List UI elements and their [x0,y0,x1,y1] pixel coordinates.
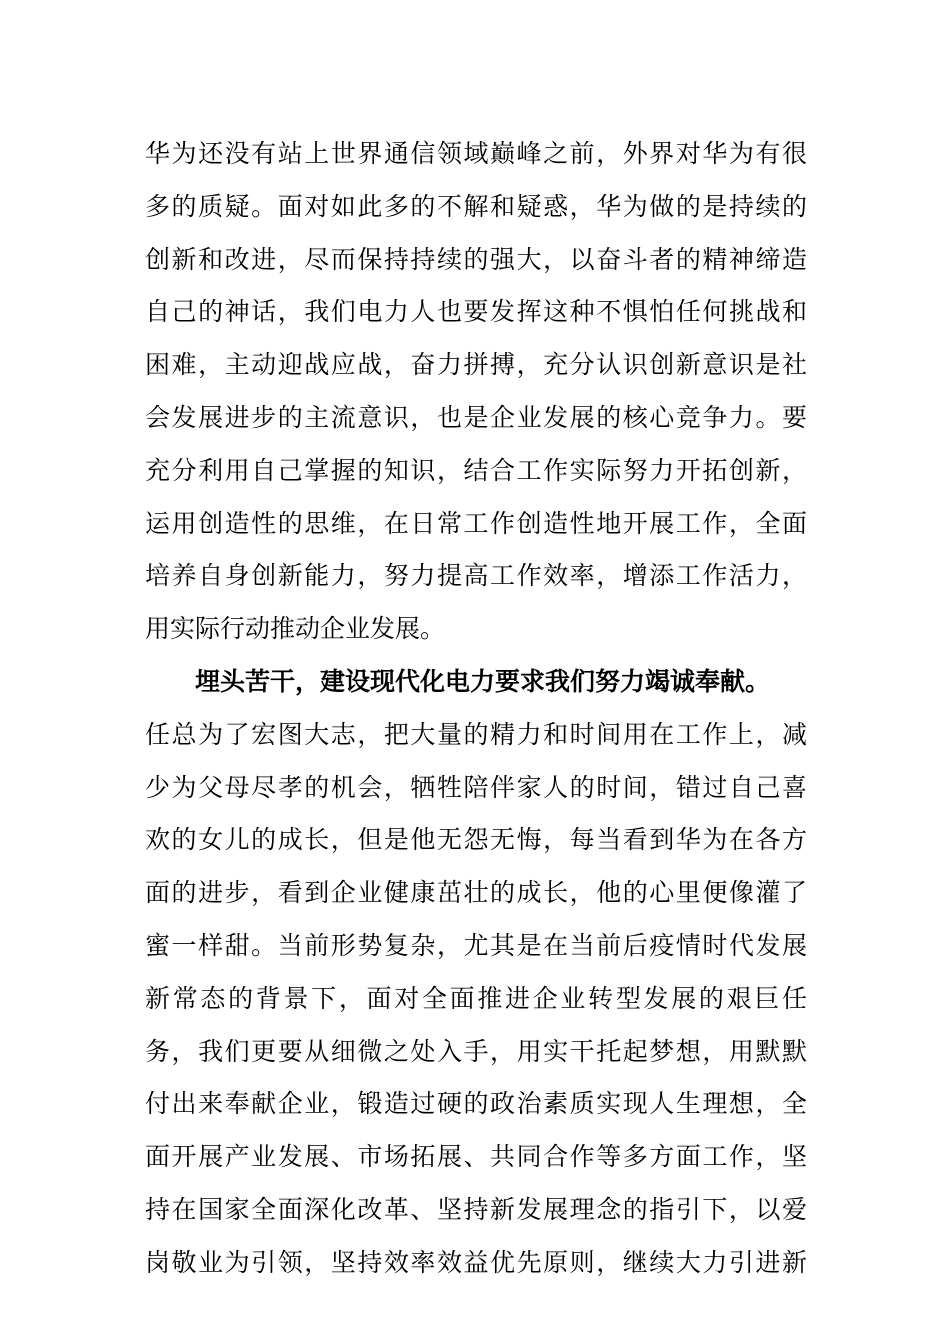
text-line: 困难，主动迎战应战，奋力拼搏，充分认识创新意识是社 [145,350,807,380]
text-line: 新常态的背景下，面对全面推进企业转型发展的艰巨任 [145,983,807,1013]
text-line: 面的进步，看到企业健康茁壮的成长，他的心里便像灌了 [145,878,807,908]
text-line: 任总为了宏图大志，把大量的精力和时间用在工作上，减 [145,719,807,749]
text-line: 自己的神话，我们电力人也要发挥这种不惧怕任何挑战和 [145,297,807,327]
text-line: 务，我们更要从细微之处入手，用实干托起梦想，用默默 [145,1036,807,1066]
text-line: 创新和改进，尽而保持持续的强大，以奋斗者的精神缔造 [145,244,807,274]
paragraph-2 [145,709,807,1290]
text-line: 充分利用自己掌握的知识，结合工作实际努力开拓创新， [145,455,807,485]
text-line: 运用创造性的思维，在日常工作创造性地开展工作，全面 [145,508,807,538]
text-line: 岗敬业为引领，坚持效率效益优先原则，继续大力引进新 [145,1247,807,1277]
section-heading: 埋头苦干，建设现代化电力要求我们努力竭诚奉献。 [195,666,771,696]
text-line: 华为还没有站上世界通信领域巅峰之前，外界对华为有很 [145,139,807,168]
text-line: 面开展产业发展、市场拓展、共同合作等多方面工作，坚 [145,1142,807,1172]
text-line: 培养自身创新能力，努力提高工作效率，增添工作活力， [145,561,807,591]
text-line: 会发展进步的主流意识，也是企业发展的核心竞争力。要 [145,402,807,432]
text-line: 用实际行动推动企业发展。 [145,614,446,644]
text-line: 多的质疑。面对如此多的不解和疑惑，华为做的是持续的 [145,191,807,221]
text-line: 持在国家全面深化改革、坚持新发展理念的指引下，以爱 [145,1194,807,1224]
text-line: 蜜一样甜。当前形势复杂，尤其是在当前后疫情时代发展 [145,930,807,960]
paragraph-1 [145,128,807,656]
text-line: 付出来奉献企业，锻造过硬的政治素质实现人生理想，全 [145,1089,807,1119]
text-line: 少为父母尽孝的机会，牺牲陪伴家人的时间，错过自己喜 [145,772,807,802]
text-line: 欢的女儿的成长，但是他无怨无悔，每当看到华为在各方 [145,825,807,855]
body-text [145,128,807,1290]
